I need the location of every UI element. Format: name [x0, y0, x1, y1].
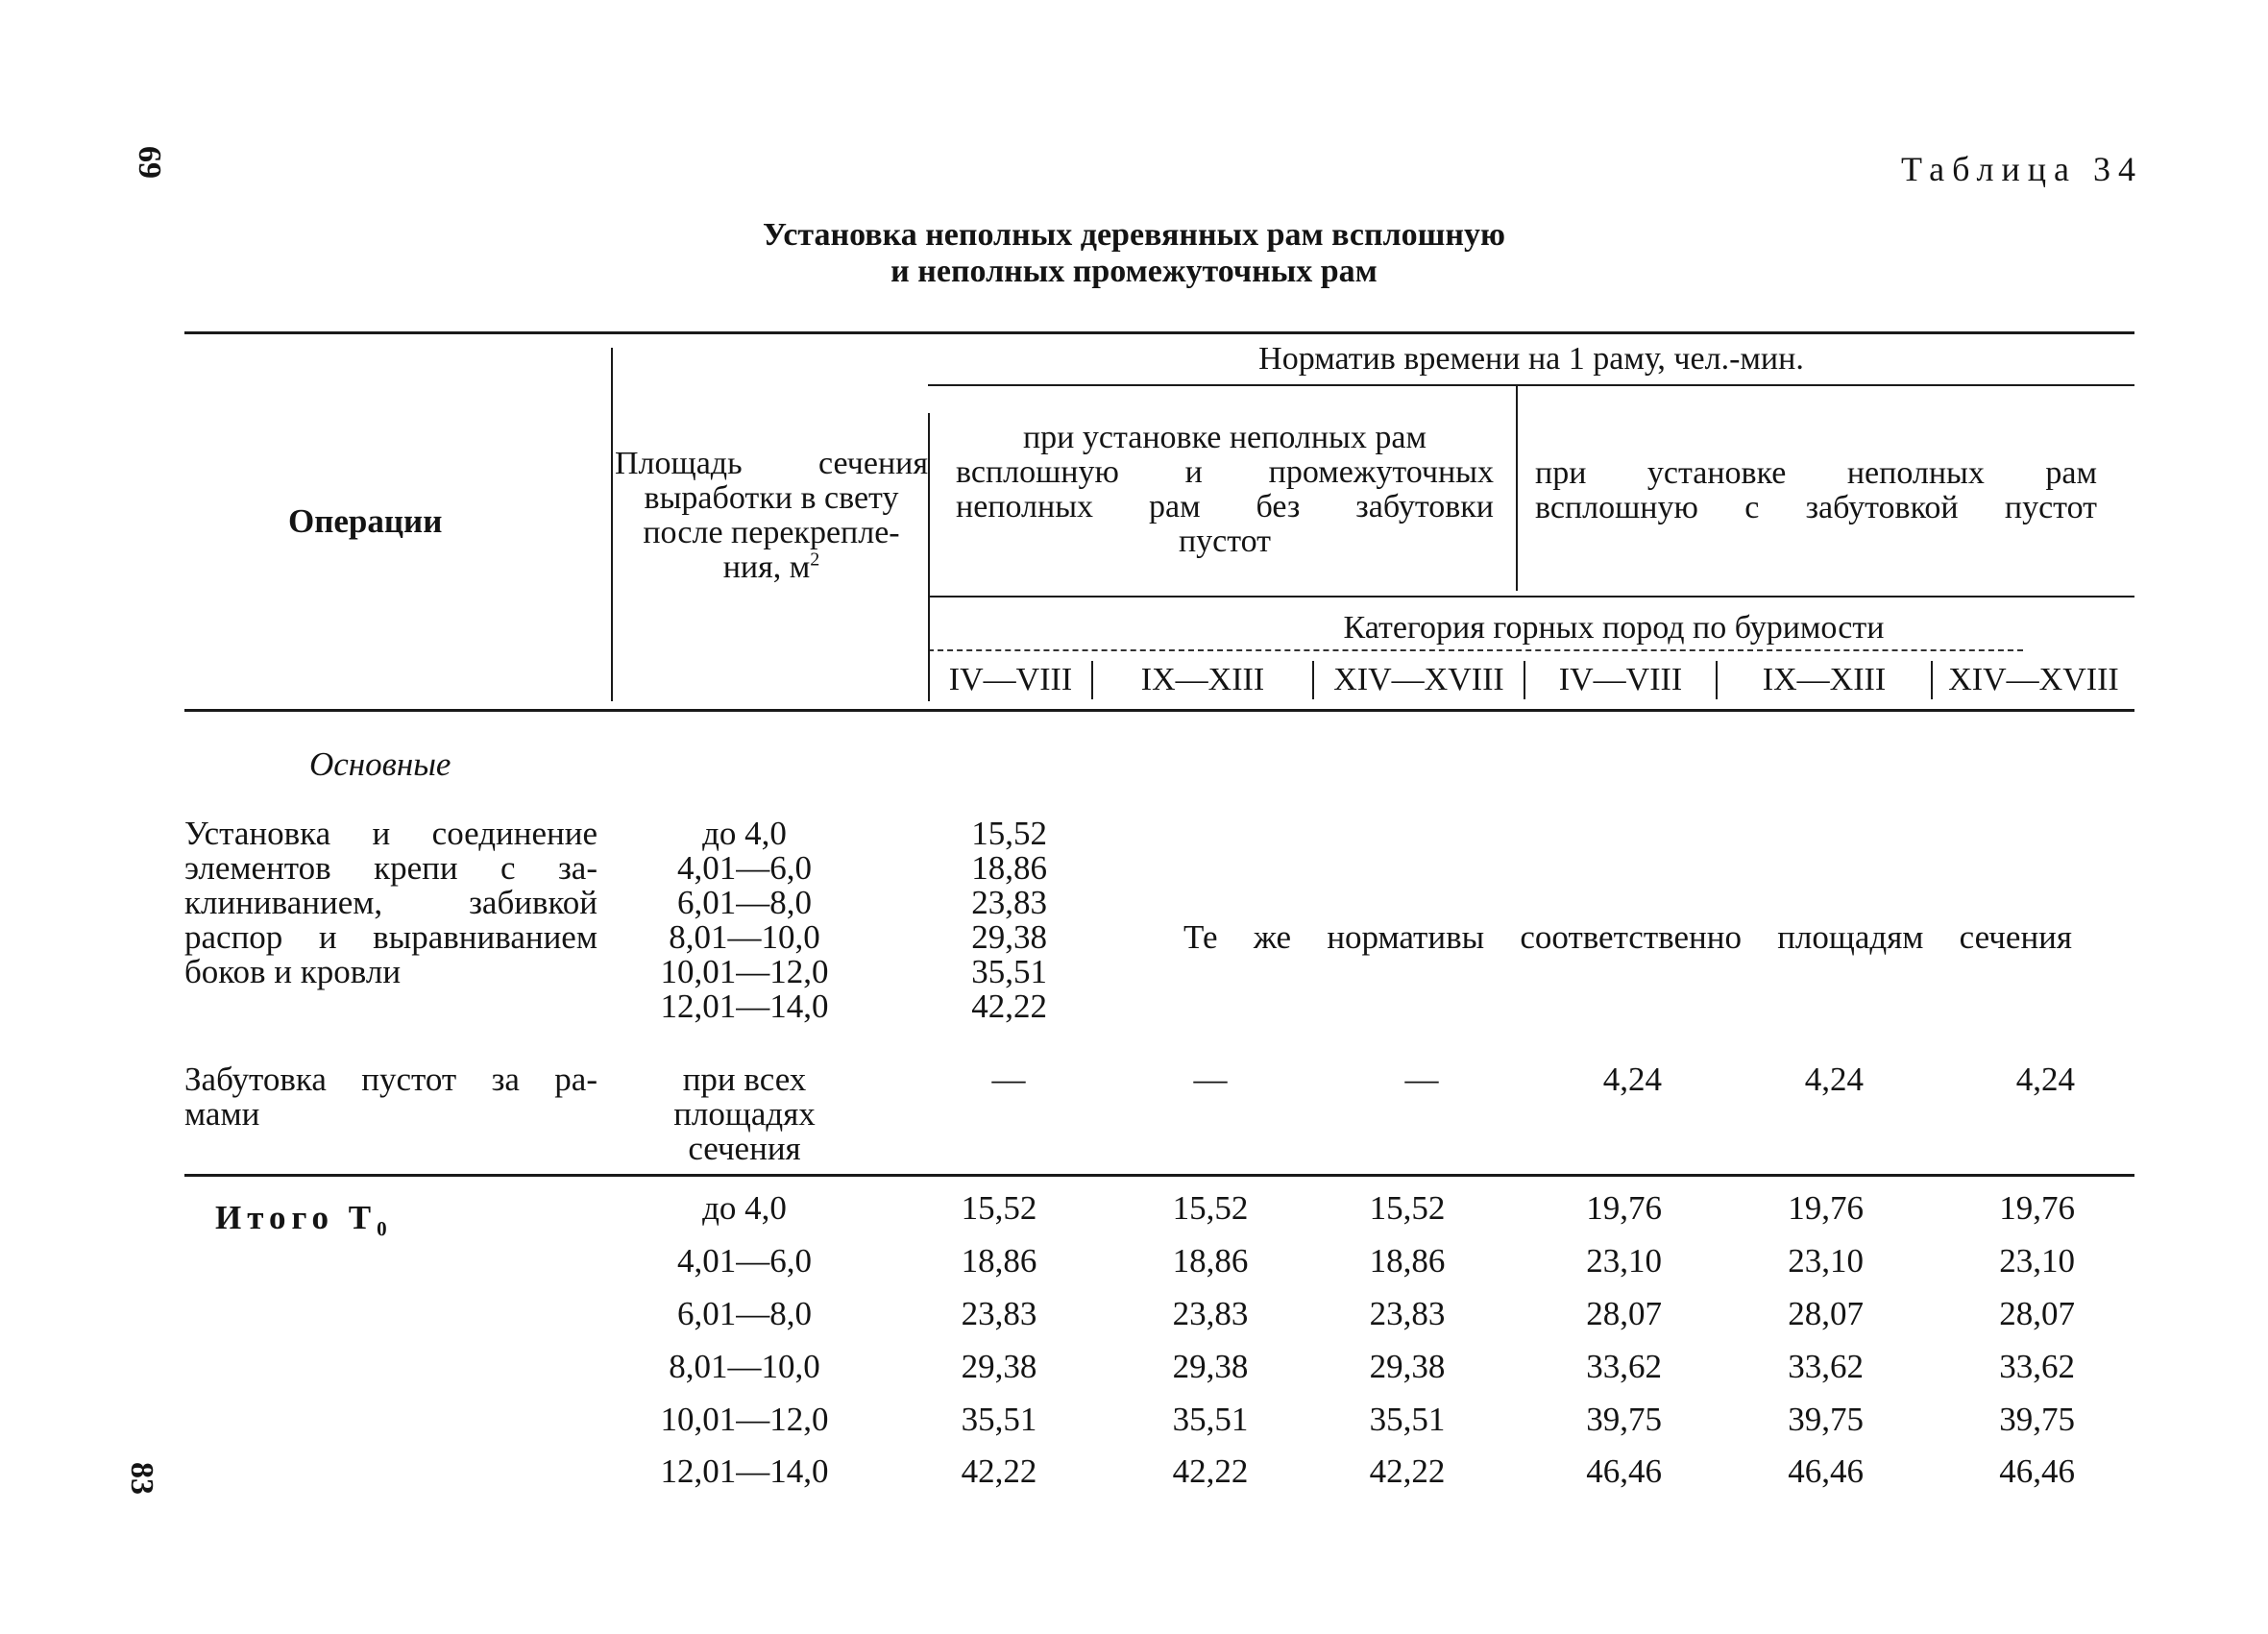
row1-value-4: 29,38 — [971, 918, 1047, 956]
header-group-1-line-4: пустот — [1178, 524, 1272, 559]
row2-op-line-2: мами — [184, 1095, 260, 1133]
total-row-1-value-3: 15,52 — [1369, 1189, 1446, 1227]
group-rule — [928, 596, 2134, 598]
operations-column-divider — [611, 348, 613, 701]
area-column-divider — [928, 413, 930, 701]
row1-op-line-5: боков и кровли — [184, 953, 402, 990]
title-line-1: Установка неполных деревянных рам всплошную — [763, 217, 1505, 253]
total-row-2-value-1: 18,86 — [961, 1242, 1037, 1280]
row2-value-5: 4,24 — [1804, 1061, 1864, 1098]
header-cat-3: XIV—XVIII — [1333, 662, 1504, 697]
total-row-6-value-1: 42,22 — [961, 1452, 1037, 1490]
row1-areas — [634, 817, 855, 1024]
total-row-1-value-6: 19,76 — [1999, 1189, 2075, 1227]
total-row-1-value-4: 19,76 — [1586, 1189, 1662, 1227]
header-group-2 — [1535, 456, 2097, 525]
table-label: Таблица 34 — [1901, 150, 2143, 188]
row1-value-5: 35,51 — [971, 953, 1047, 990]
total-row-6-value-4: 46,46 — [1586, 1452, 1662, 1490]
header-cat-4: IV—VIII — [1558, 662, 1683, 697]
total-row-5-value-5: 39,75 — [1788, 1401, 1864, 1438]
total-row-5-value-2: 35,51 — [1172, 1401, 1249, 1438]
total-row-3-value-4: 28,07 — [1586, 1295, 1662, 1332]
row2-value-2: — — [1193, 1061, 1228, 1098]
row1-area-2: 4,01—6,0 — [677, 849, 812, 887]
total-row-1-value-2: 15,52 — [1172, 1189, 1249, 1227]
row1-area-3: 6,01—8,0 — [677, 884, 812, 921]
header-area-line-3: после перекрепле- — [643, 515, 900, 550]
total-row-5-value-3: 35,51 — [1369, 1401, 1446, 1438]
total-row-5-area: 10,01—12,0 — [660, 1401, 829, 1438]
total-row-2-value-3: 18,86 — [1369, 1242, 1446, 1280]
total-row-4-value-1: 29,38 — [961, 1348, 1037, 1385]
total-top-rule — [184, 1174, 2134, 1177]
row1-op-line-3: клиниванием, забивкой — [184, 884, 597, 921]
total-row-6-area: 12,01—14,0 — [660, 1452, 829, 1490]
row2-area-line-1: при всех — [682, 1061, 807, 1098]
total-row-4-value-5: 33,62 — [1788, 1348, 1864, 1385]
header-operations: Операции — [288, 502, 443, 540]
total-row-3-value-6: 28,07 — [1999, 1295, 2075, 1332]
header-bottom-rule — [184, 709, 2134, 712]
title-line-2: и неполных промежуточных рам — [890, 254, 1378, 289]
row1-value-2: 18,86 — [971, 849, 1047, 887]
row1-op-line-4: распор и выравниванием — [184, 918, 597, 956]
section-main-label: Основные — [309, 745, 451, 783]
row1-area-5: 10,01—12,0 — [660, 953, 829, 990]
header-group-2-line-1: при установке неполных рам — [1535, 455, 2097, 491]
header-area-sup: 2 — [810, 549, 820, 571]
side-page-number-bottom: 83 — [124, 1462, 159, 1495]
total-row-4-value-4: 33,62 — [1586, 1348, 1662, 1385]
header-area — [615, 447, 928, 585]
total-row-1-value-5: 19,76 — [1788, 1189, 1864, 1227]
row2-value-3: — — [1404, 1061, 1439, 1098]
total-row-4-value-3: 29,38 — [1369, 1348, 1446, 1385]
row2-area-line-3: сечения — [688, 1130, 801, 1167]
row1-value-6: 42,22 — [971, 988, 1047, 1025]
header-area-line-4: ния, м — [722, 549, 811, 585]
row1-area-4: 8,01—10,0 — [669, 918, 820, 956]
total-row-5-value-4: 39,75 — [1586, 1401, 1662, 1438]
total-row-1-area: до 4,0 — [702, 1189, 787, 1227]
total-row-2-value-5: 23,10 — [1788, 1242, 1864, 1280]
group-divider — [1516, 384, 1518, 591]
total-row-4-value-6: 33,62 — [1999, 1348, 2075, 1385]
row2-value-4: 4,24 — [1602, 1061, 1662, 1098]
row2-op-line-1: Забутовка пустот за ра- — [184, 1061, 597, 1098]
total-row-2-value-4: 23,10 — [1586, 1242, 1662, 1280]
total-row-3-value-3: 23,83 — [1369, 1295, 1446, 1332]
total-label: Итого T₀ — [215, 1199, 393, 1236]
total-row-6-value-2: 42,22 — [1172, 1452, 1249, 1490]
header-group-1-line-3: неполных рам без забутовки — [956, 489, 1494, 524]
header-cat-6: XIV—XVIII — [1948, 662, 2119, 697]
header-group-2-line-2: всплошную с забутовкой пустот — [1535, 490, 2097, 525]
total-row-5-value-1: 35,51 — [961, 1401, 1037, 1438]
row1-area-6: 12,01—14,0 — [660, 988, 829, 1025]
row1-value-3: 23,83 — [971, 884, 1047, 921]
row2-value-1: — — [991, 1061, 1026, 1098]
total-row-1-value-1: 15,52 — [961, 1189, 1037, 1227]
row1-op-line-1: Установка и соединение — [184, 815, 597, 852]
header-area-line-1: Площадь сечения — [615, 446, 928, 481]
header-cat-5: IX—XIII — [1762, 662, 1887, 697]
total-row-4-area: 8,01—10,0 — [669, 1348, 820, 1385]
header-norm-title: Норматив времени на 1 раму, чел.-мин. — [1258, 341, 1804, 377]
header-cat-2: IX—XIII — [1140, 662, 1265, 697]
page-title — [0, 217, 2268, 290]
total-row-5-value-6: 39,75 — [1999, 1401, 2075, 1438]
norm-title-rule — [928, 384, 2134, 386]
total-row-2-value-2: 18,86 — [1172, 1242, 1249, 1280]
total-row-3-area: 6,01—8,0 — [677, 1295, 812, 1332]
row1-op-line-2: элементов крепи с за- — [184, 849, 597, 887]
total-row-4-value-2: 29,38 — [1172, 1348, 1249, 1385]
total-row-6-value-5: 46,46 — [1788, 1452, 1864, 1490]
row2-area — [634, 1062, 855, 1166]
row2-area-line-2: площадях — [673, 1095, 816, 1133]
row1-same-note: Те же нормативы соответственно площадям сечения — [1183, 918, 2072, 956]
total-row-3-value-2: 23,83 — [1172, 1295, 1249, 1332]
header-area-line-2: выработки в свету — [644, 480, 899, 516]
row1-values — [922, 817, 1047, 1024]
total-row-3-value-5: 28,07 — [1788, 1295, 1864, 1332]
total-row-6-value-6: 46,46 — [1999, 1452, 2075, 1490]
total-row-6-value-3: 42,22 — [1369, 1452, 1446, 1490]
header-cat-1: IV—VIII — [948, 662, 1073, 697]
header-group-1 — [956, 421, 1494, 559]
total-row-2-area: 4,01—6,0 — [677, 1242, 812, 1280]
total-row-3-value-1: 23,83 — [961, 1295, 1037, 1332]
row2-operation — [184, 1062, 597, 1132]
header-group-1-line-2: всплошную и промежуточных — [956, 454, 1494, 490]
header-category: Категория горных пород по буримости — [1343, 610, 1885, 646]
header-group-1-line-1: при установке неполных рам — [1022, 420, 1427, 455]
row1-area-1: до 4,0 — [702, 815, 787, 852]
side-page-number-top: 69 — [132, 146, 167, 179]
category-rule — [928, 649, 2023, 651]
total-row-2-value-6: 23,10 — [1999, 1242, 2075, 1280]
row1-operation — [184, 817, 597, 989]
row2-value-6: 4,24 — [2015, 1061, 2075, 1098]
table-top-rule — [184, 331, 2134, 334]
row1-value-1: 15,52 — [971, 815, 1047, 852]
